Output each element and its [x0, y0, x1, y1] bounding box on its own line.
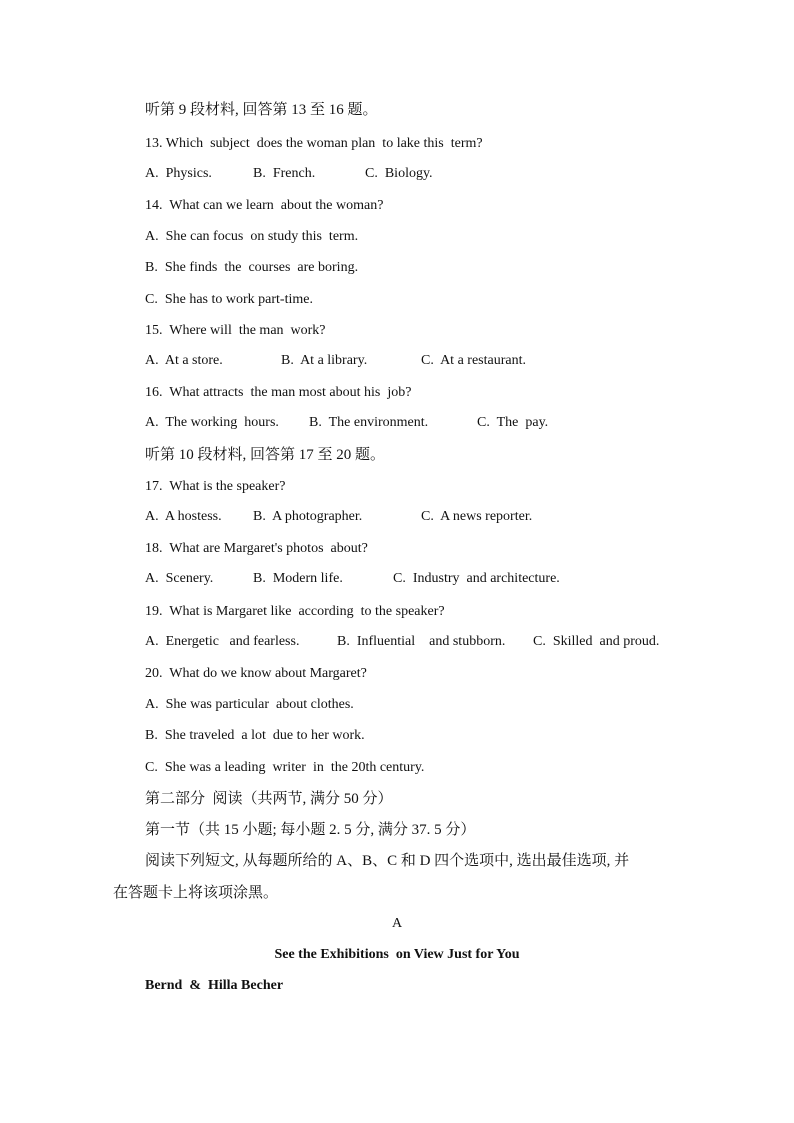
question-20-option-c: C. She was a leading writer in the 20th century. — [145, 760, 425, 775]
section-one-heading: 第一节（共 15 小题; 每小题 2. 5 分, 满分 37. 5 分） — [145, 822, 476, 838]
question-13-stem: 13. Which subject does the woman plan to lake this term? — [145, 136, 483, 151]
part-two-heading: 第二部分 阅读（共两节, 满分 50 分） — [145, 791, 393, 807]
question-13-option-b: B. French. — [253, 166, 316, 181]
question-18-option-b: B. Modern life. — [253, 571, 343, 586]
question-15-option-b: B. At a library. — [281, 353, 368, 368]
question-17-option-c: C. A news reporter. — [421, 509, 533, 524]
question-14-option-a: A. She can focus on study this term. — [145, 229, 359, 244]
question-13-option-c: C. Biology. — [365, 166, 433, 181]
section-heading-9: 听第 9 段材料, 回答第 13 至 16 题。 — [145, 102, 378, 118]
passage-title: See the Exhibitions on View Just for You — [274, 947, 520, 962]
question-17-option-b: B. A photographer. — [253, 509, 363, 524]
question-15-stem: 15. Where will the man work? — [145, 323, 326, 338]
question-19-stem: 19. What is Margaret like according to the speaker? — [145, 604, 445, 619]
section-heading-10: 听第 10 段材料, 回答第 17 至 20 题。 — [145, 447, 386, 463]
question-20-option-b: B. She traveled a lot due to her work. — [145, 728, 365, 743]
question-17-option-a: A. A hostess. — [145, 509, 222, 524]
question-18-option-a: A. Scenery. — [145, 571, 214, 586]
question-18-stem: 18. What are Margaret's photos about? — [145, 541, 368, 556]
question-20-option-a: A. She was particular about clothes. — [145, 697, 354, 712]
question-16-option-a: A. The working hours. — [145, 415, 279, 430]
question-19-option-a: A. Energetic and fearless. — [145, 634, 300, 649]
question-18-option-c: C. Industry and architecture. — [393, 571, 560, 586]
question-15-option-c: C. At a restaurant. — [421, 353, 526, 368]
question-20-stem: 20. What do we know about Margaret? — [145, 666, 367, 681]
instructions-line-1: 阅读下列短文, 从每题所给的 A、B、C 和 D 四个选项中, 选出最佳选项, 并 — [145, 853, 630, 869]
passage-letter: A — [391, 916, 403, 931]
question-14-stem: 14. What can we learn about the woman? — [145, 198, 384, 213]
question-16-option-b: B. The environment. — [309, 415, 429, 430]
question-14-option-c: C. She has to work part-time. — [145, 292, 313, 307]
question-19-option-c: C. Skilled and proud. — [533, 634, 660, 649]
question-16-stem: 16. What attracts the man most about his job? — [145, 385, 412, 400]
question-17-stem: 17. What is the speaker? — [145, 479, 286, 494]
passage-subtitle: Bernd & Hilla Becher — [145, 978, 284, 993]
instructions-line-2: 在答题卡上将该项涂黑。 — [113, 885, 279, 901]
question-13-option-a: A. Physics. — [145, 166, 212, 181]
question-15-option-a: A. At a store. — [145, 353, 223, 368]
question-19-option-b: B. Influential and stubborn. — [337, 634, 506, 649]
question-16-option-c: C. The pay. — [477, 415, 549, 430]
question-14-option-b: B. She finds the courses are boring. — [145, 260, 359, 275]
